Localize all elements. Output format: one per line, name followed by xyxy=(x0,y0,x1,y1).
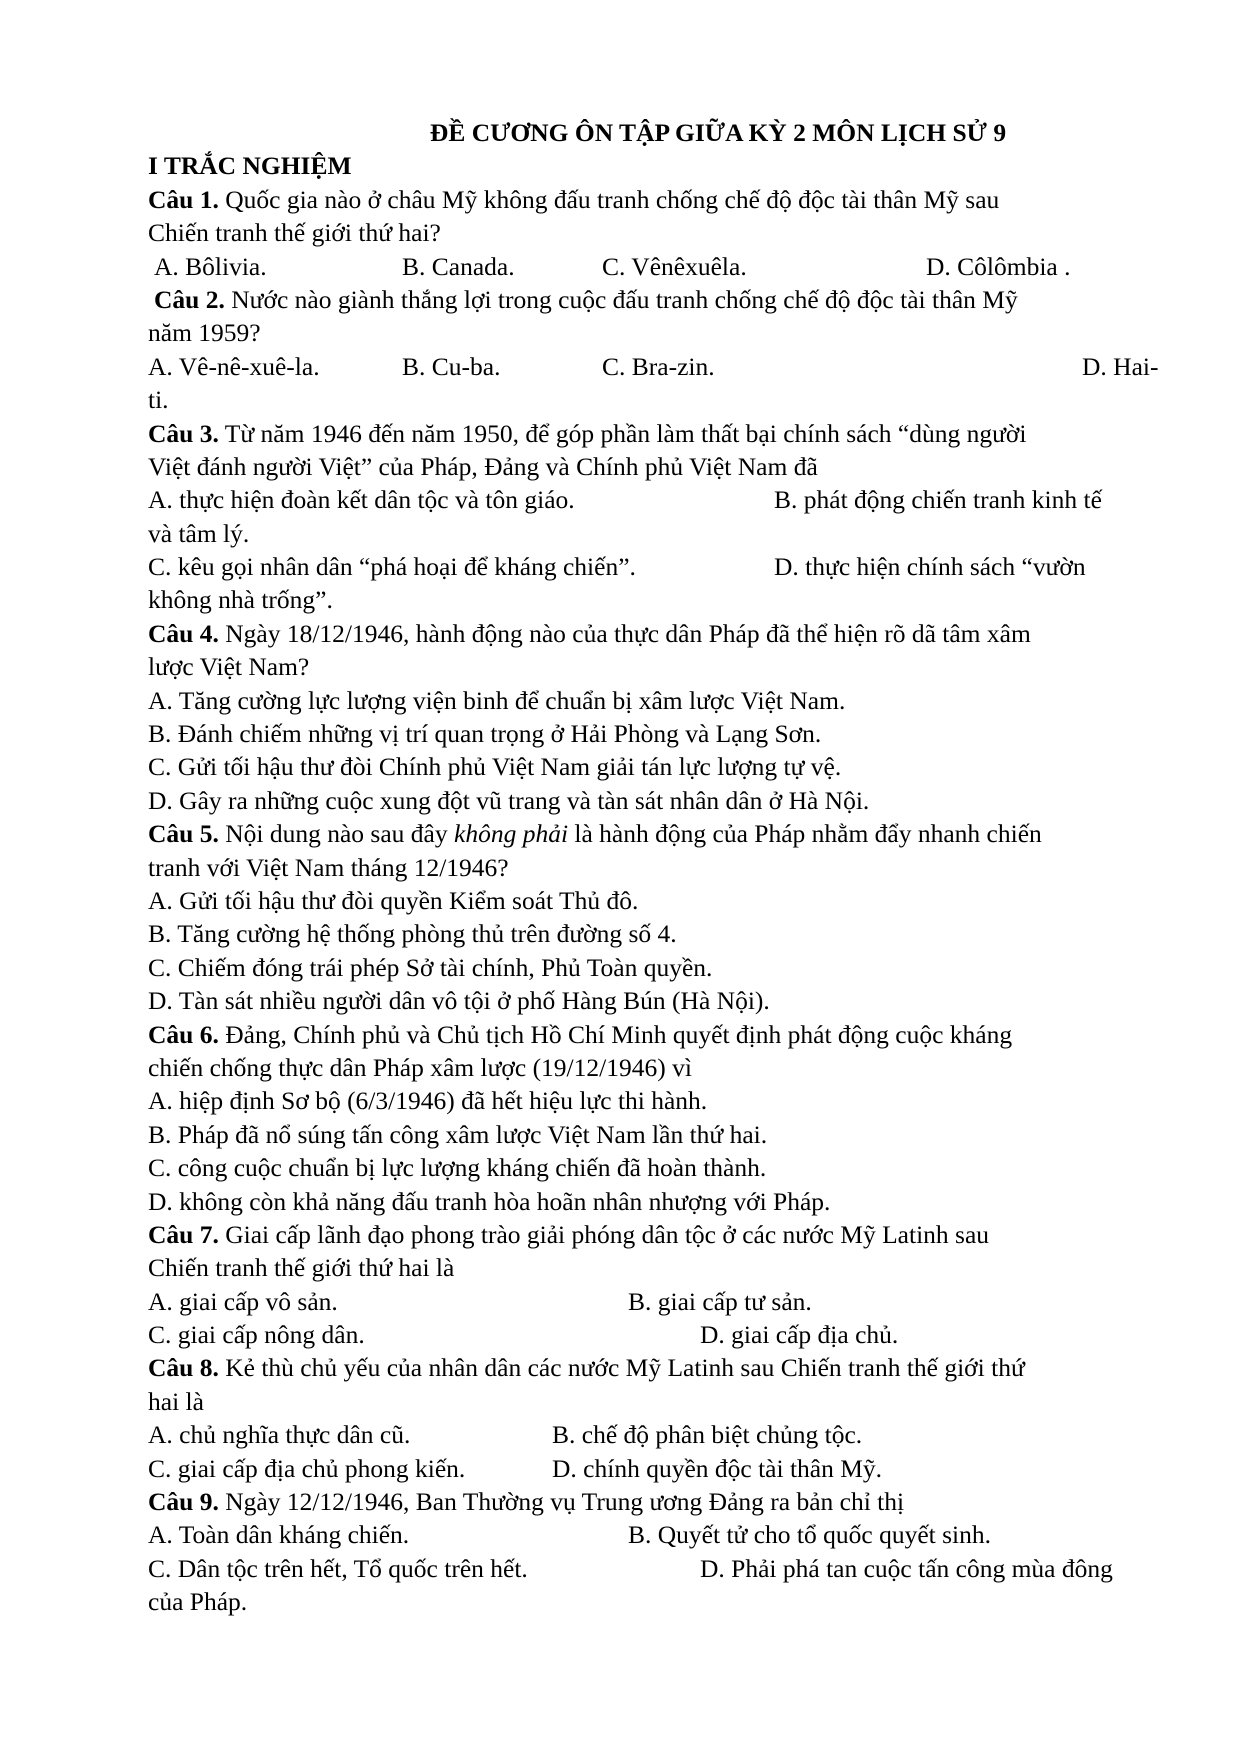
question-stem: Ngày 18/12/1946, hành động nào của thực dân Pháp đã thể hiện rõ dã tâm xâm xyxy=(225,618,1031,648)
question-stem: chiến chống thực dân Pháp xâm lược (19/12/1946) vì xyxy=(148,1052,692,1082)
options-row xyxy=(148,1285,1178,1318)
option-b: B. phát động chiến tranh kinh tế xyxy=(774,485,1102,515)
question-stem: năm 1959? xyxy=(148,318,261,348)
options-row xyxy=(148,483,1178,516)
option-a: A. giai cấp vô sản. xyxy=(148,1286,338,1316)
option-d: D. Hai- xyxy=(1082,351,1159,381)
question-1 xyxy=(148,183,1178,283)
option-b: B. giai cấp tư sản. xyxy=(628,1286,812,1316)
question-stem: Quốc gia nào ở châu Mỹ không đấu tranh chống chế độ độc tài thân Mỹ sau xyxy=(225,184,1000,214)
question-label: Câu 5. xyxy=(148,819,219,849)
option-a: A. chủ nghĩa thực dân cũ. xyxy=(148,1420,411,1450)
question-stem: Đảng, Chính phủ và Chủ tịch Hồ Chí Minh quyết định phát động cuộc kháng xyxy=(225,1019,1013,1049)
question-stem: Chiến tranh thế giới thứ hai là xyxy=(148,1253,455,1283)
option-b: B. Đánh chiếm những vị trí quan trọng ở Hải Phòng và Lạng Sơn. xyxy=(148,719,822,749)
question-stem: Từ năm 1946 đến năm 1950, để góp phần làm thất bại chính sách “dùng người xyxy=(224,418,1027,448)
options-row xyxy=(148,1552,1178,1585)
option-d: D. thực hiện chính sách “vườn xyxy=(774,552,1086,582)
option-c: C. Dân tộc trên hết, Tổ quốc trên hết. xyxy=(148,1553,528,1583)
document-page xyxy=(148,116,1178,1619)
options-row xyxy=(148,1418,1178,1451)
question-label: Câu 4. xyxy=(148,618,219,648)
question-label: Câu 8. xyxy=(148,1353,219,1383)
question-label: Câu 9. xyxy=(148,1487,219,1517)
question-2 xyxy=(148,283,1178,417)
option-c: C. Chiếm đóng trái phép Sở tài chính, Phủ Toàn quyền. xyxy=(148,952,713,982)
option-c: C. công cuộc chuẩn bị lực lượng kháng chiến đã hoàn thành. xyxy=(148,1153,767,1183)
option-b: B. chế độ phân biệt chủng tộc. xyxy=(552,1420,863,1450)
option-a: A. Bôlivia. xyxy=(154,251,267,281)
option-c: C. giai cấp nông dân. xyxy=(148,1320,365,1350)
question-stem: Việt đánh người Việt” của Pháp, Đảng và Chính phủ Việt Nam đã xyxy=(148,451,818,481)
option-b: B. Quyết tử cho tổ quốc quyết sinh. xyxy=(628,1520,991,1550)
options-row xyxy=(148,1518,1178,1551)
question-stem: Chiến tranh thế giới thứ hai? xyxy=(148,218,441,248)
option-b: B. Tăng cường hệ thống phòng thủ trên đường số 4. xyxy=(148,919,677,949)
option-a: A. hiệp định Sơ bộ (6/3/1946) đã hết hiệu lực thi hành. xyxy=(148,1086,708,1116)
option-d: D. Gây ra những cuộc xung đột vũ trang và tàn sát nhân dân ở Hà Nội. xyxy=(148,785,870,815)
options-row xyxy=(148,1452,1178,1485)
question-4 xyxy=(148,617,1178,817)
option-continuation: và tâm lý. xyxy=(148,518,250,548)
question-7 xyxy=(148,1218,1178,1352)
option-c: C. giai cấp địa chủ phong kiến. xyxy=(148,1453,466,1483)
option-d: D. Côlômbia . xyxy=(926,251,1071,281)
question-9 xyxy=(148,1485,1178,1619)
option-c: C. Bra-zin. xyxy=(602,351,715,381)
question-8 xyxy=(148,1351,1178,1485)
question-stem: Nội dung nào sau đây xyxy=(225,819,454,849)
options-row xyxy=(148,250,1178,283)
option-continuation: ti. xyxy=(148,385,169,415)
option-d: D. Tàn sát nhiều người dân vô tội ở phố Hàng Bún (Hà Nội). xyxy=(148,986,770,1016)
option-a: A. Vê-nê-xuê-la. xyxy=(148,351,320,381)
option-continuation: không nhà trống”. xyxy=(148,585,333,615)
question-stem: Kẻ thù chủ yếu của nhân dân các nước Mỹ Latinh sau Chiến tranh thế giới thứ xyxy=(225,1353,1025,1383)
option-c: C. kêu gọi nhân dân “phá hoại để kháng chiến”. xyxy=(148,552,636,582)
question-stem: hai là xyxy=(148,1386,204,1416)
option-b: B. Pháp đã nổ súng tấn công xâm lược Việt Nam lần thứ hai. xyxy=(148,1119,768,1149)
question-label: Câu 3. xyxy=(148,418,219,448)
option-continuation: của Pháp. xyxy=(148,1587,248,1617)
options-row xyxy=(148,1318,1178,1351)
document-title: ĐỀ CƯƠNG ÔN TẬP GIỮA KỲ 2 MÔN LỊCH SỬ 9 xyxy=(429,118,1007,147)
option-d: D. Phải phá tan cuộc tấn công mùa đông xyxy=(700,1553,1113,1583)
option-d: D. không còn khả năng đấu tranh hòa hoãn nhân nhượng với Pháp. xyxy=(148,1186,831,1216)
option-d: D. chính quyền độc tài thân Mỹ. xyxy=(552,1453,883,1483)
question-6 xyxy=(148,1018,1178,1218)
option-c: C. Gửi tối hậu thư đòi Chính phủ Việt Nam giải tán lực lượng tự vệ. xyxy=(148,752,842,782)
question-stem: Giai cấp lãnh đạo phong trào giải phóng dân tộc ở các nước Mỹ Latinh sau xyxy=(225,1219,990,1249)
question-label: Câu 1. xyxy=(148,184,219,214)
question-label: Câu 6. xyxy=(148,1019,219,1049)
question-3 xyxy=(148,417,1178,617)
question-stem: Ngày 12/12/1946, Ban Thường vụ Trung ương Đảng ra bản chỉ thị xyxy=(225,1487,905,1517)
option-a: A. Toàn dân kháng chiến. xyxy=(148,1520,410,1550)
option-a: A. Tăng cường lực lượng viện binh để chuẩn bị xâm lược Việt Nam. xyxy=(148,685,846,715)
options-row xyxy=(148,550,1178,583)
option-b: B. Cu-ba. xyxy=(402,351,501,381)
question-stem: lược Việt Nam? xyxy=(148,652,310,682)
emphasis-text: không phải xyxy=(454,819,569,849)
option-d: D. giai cấp địa chủ. xyxy=(700,1320,899,1350)
option-a: A. Gửi tối hậu thư đòi quyền Kiểm soát Thủ đô. xyxy=(148,886,639,915)
option-b: B. Canada. xyxy=(402,251,515,281)
options-row xyxy=(148,350,1178,383)
question-stem: Nước nào giành thắng lợi trong cuộc đấu tranh chống chế độ độc tài thân Mỹ xyxy=(231,284,1018,314)
section-heading: I TRẮC NGHIỆM xyxy=(148,151,352,181)
question-stem: là hành động của Pháp nhằm đẩy nhanh chiến xyxy=(568,819,1042,849)
option-c: C. Vênêxuêla. xyxy=(602,251,747,281)
question-stem: tranh với Việt Nam tháng 12/1946? xyxy=(148,852,509,882)
question-label: Câu 7. xyxy=(148,1219,219,1249)
question-5 xyxy=(148,817,1178,1017)
option-a: A. thực hiện đoàn kết dân tộc và tôn giáo. xyxy=(148,485,575,515)
question-label: Câu 2. xyxy=(154,284,225,314)
